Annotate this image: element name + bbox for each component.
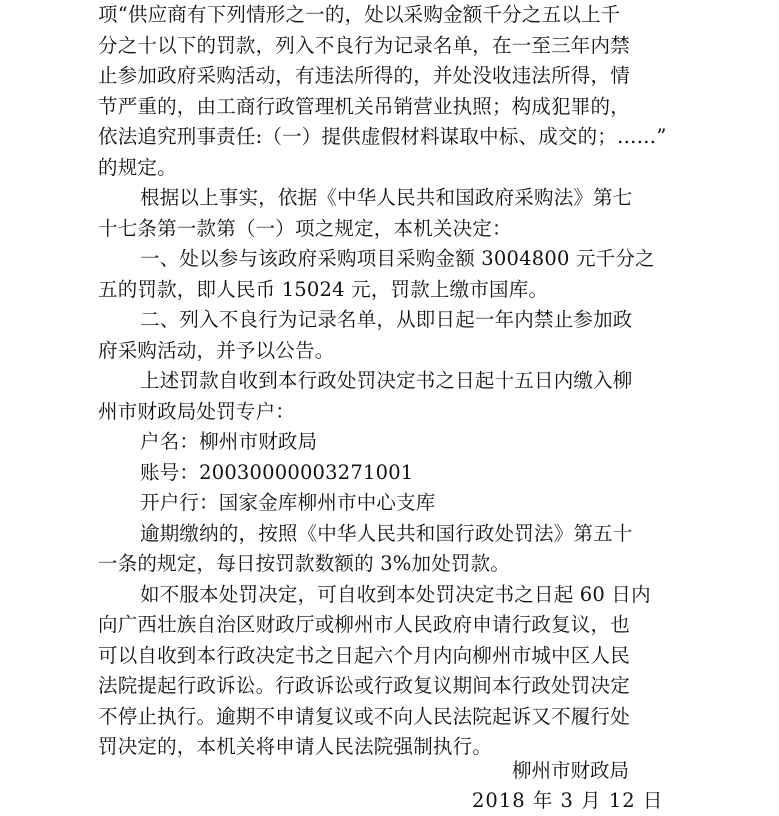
document-body	[98, 0, 688, 763]
text-line: 账号：20030000003271001	[140, 460, 414, 484]
text-line: 一、处以参与该政府采购项目采购金额 3004800 元千分之	[140, 247, 655, 270]
text-line: 根据以上事实，依据《中华人民共和国政府采购法》第七	[140, 186, 633, 209]
text-line: 逾期缴纳的，按照《中华人民共和国行政处罚法》第五十	[140, 521, 633, 545]
text-line: 十七条第一款第（一）项之规定，本机关决定：	[98, 216, 512, 240]
text-line: 二、列入不良行为记录名单，从即日起一年内禁止参加政	[140, 308, 633, 331]
signature-date: 2018 年 3 月 12 日	[472, 789, 664, 812]
text-line: 依法追究刑事责任:（一）提供虚假材料谋取中标、成交的；……”	[98, 125, 667, 148]
text-line: 止参加政府采购活动，有违法所得的，并处没收违法所得，情	[98, 64, 630, 87]
text-line: 法院提起行政诉讼。行政诉讼或行政复议期间本行政处罚决定	[98, 674, 630, 697]
text-line: 罚决定的，本机关将申请人民法院强制执行。	[98, 735, 493, 758]
text-line: 向广西壮族自治区财政厅或柳州市人民政府申请行政复议，也	[98, 613, 630, 636]
text-line: 如不服本处罚决定，可自收到本处罚决定书之日起 60 日内	[140, 582, 651, 606]
text-line: 项“供应商有下列情形之一的，处以采购金额千分之五以上千	[98, 3, 621, 26]
text-line: 节严重的，由工商行政管理机关吊销营业执照；构成犯罪的，	[98, 94, 630, 118]
text-line: 不停止执行。逾期不申请复议或不向人民法院起诉又不履行处	[98, 704, 630, 728]
text-line: 上述罚款自收到本行政处罚决定书之日起十五日内缴入柳	[140, 369, 633, 392]
text-line: 分之十以下的罚款，列入不良行为记录名单，在一至三年内禁	[98, 33, 630, 57]
text-line: 的规定。	[98, 155, 177, 179]
text-line: 可以自收到本行政决定书之日起六个月内向柳州市城中区人民	[98, 643, 630, 667]
text-line: 户名：柳州市财政局	[140, 430, 318, 453]
text-line: 五的罚款，即人民币 15024 元，罚款上缴市国库。	[98, 277, 549, 301]
text-line: 一条的规定，每日按罚款数额的 3%加处罚款。	[98, 552, 511, 575]
text-line: 府采购活动，并予以公告。	[98, 338, 335, 362]
signature-organization: 柳州市财政局	[512, 759, 630, 782]
text-line: 州市财政局处罚专户：	[98, 399, 296, 423]
text-line: 开户行：国家金库柳州市中心支库	[140, 491, 436, 514]
